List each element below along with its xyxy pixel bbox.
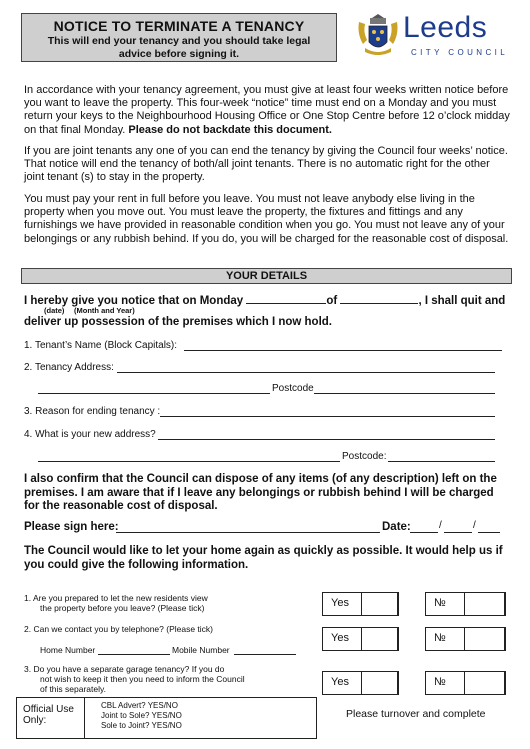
- tenancy-address-label: 2. Tenancy Address:: [24, 362, 114, 373]
- question-1-line-2: the property before you leave? (Please tick): [40, 603, 205, 613]
- question-3-line-2: not wish to keep it then you need to inform the Council: [40, 674, 245, 684]
- q3-no-label: №: [434, 676, 446, 688]
- notice-line-2: deliver up possession of the premises which I now hold.: [24, 316, 333, 328]
- postcode-field[interactable]: [314, 383, 495, 394]
- q1-no-label: №: [434, 597, 446, 609]
- leeds-logo: [355, 11, 515, 58]
- new-address-field-2[interactable]: [38, 451, 340, 462]
- question-1-line-1: 1. Are you prepared to let the new residents view: [24, 593, 208, 603]
- official-use-items: [101, 701, 182, 731]
- page-title: NOTICE TO TERMINATE A TENANCY: [53, 18, 305, 34]
- q3-no-box: [425, 671, 505, 695]
- q3-yes-checkbox[interactable]: [361, 671, 399, 695]
- tenant-name-field[interactable]: [184, 340, 502, 351]
- reason-field[interactable]: [160, 406, 495, 417]
- new-address-label: 4. What is your new address?: [24, 429, 156, 440]
- tenancy-address-field-1[interactable]: [117, 362, 495, 373]
- date-field[interactable]: [246, 293, 326, 304]
- question-3-line-1: 3. Do you have a separate garage tenancy? If you do: [24, 664, 225, 674]
- mobile-number-label: Mobile Number: [172, 645, 230, 655]
- official-use-label: Official Use Only:: [17, 698, 85, 738]
- month-hint: (Month and Year): [74, 306, 135, 315]
- q3-yes-box: [322, 671, 398, 695]
- postcode-label-2: Postcode:: [342, 451, 387, 462]
- q3-yes-label: Yes: [331, 676, 349, 688]
- date-month-field[interactable]: [444, 522, 472, 533]
- intro-paragraph-1: [24, 84, 510, 137]
- relet-statement: The Council would like to let your home again as quickly as possible. It would help us if you could give the following information.: [24, 545, 503, 571]
- sign-label: Please sign here:: [24, 521, 119, 533]
- question-3-line-3: of this separately.: [40, 684, 106, 694]
- q1-yes-label: Yes: [331, 597, 349, 609]
- postcode-field-2[interactable]: [388, 451, 495, 462]
- date-separator: /: [473, 520, 476, 531]
- q2-no-checkbox[interactable]: [464, 627, 506, 651]
- official-item: CBL Advert? YES/NO: [101, 701, 178, 710]
- notice-text-b: , I shall quit and: [418, 295, 506, 307]
- logo-text: Leeds: [403, 11, 488, 44]
- coat-of-arms-icon: [355, 14, 401, 58]
- date-label: Date:: [382, 521, 411, 533]
- q1-yes-box: [322, 592, 398, 616]
- q1-no-checkbox[interactable]: [464, 592, 506, 616]
- q2-no-box: [425, 627, 505, 651]
- subtitle-line-1: This will end your tenancy and you should take legal: [47, 35, 311, 47]
- intro-paragraph-2: If you are joint tenants any one of you can end the tenancy by giving the Council four weeks’ notice. That notice will end the tenancy of both/all joint tenants. There is no automatic right for the other joint tenant (s) to stay in the property.: [24, 145, 508, 184]
- intro-bold-text: Please do not backdate this document.: [128, 123, 332, 136]
- official-item: Joint to Sole? YES/NO: [101, 711, 182, 720]
- q2-no-label: №: [434, 632, 446, 644]
- subtitle-line-2: advice before signing it.: [118, 48, 240, 60]
- official-item: Sole to Joint? YES/NO: [101, 721, 182, 730]
- home-number-label: Home Number: [40, 645, 96, 655]
- notice-of-text: of: [326, 295, 338, 307]
- q1-no-box: [425, 592, 505, 616]
- tenant-name-label: 1. Tenant’s Name (Block Capitals):: [24, 340, 178, 351]
- turnover-note: Please turnover and complete: [346, 708, 486, 720]
- date-hint: (date): [44, 306, 65, 315]
- home-number-field[interactable]: [98, 644, 170, 655]
- tenancy-address-field-2[interactable]: [38, 383, 270, 394]
- logo-subtext: CITY COUNCIL: [411, 48, 509, 57]
- new-address-field-1[interactable]: [158, 429, 495, 440]
- date-separator: /: [439, 520, 442, 531]
- notice-text-a: I hereby give you notice that on Monday: [24, 295, 244, 307]
- intro-text-1: In accordance with your tenancy agreement, you must give at least four weeks written notice before you want to leave the property. This four-week “notice” time must end on a Monday and you must return your keys to the Neighbourhood Housing Office or One Stop Centre before 12 o’clock midday on that final Monday.: [24, 84, 510, 136]
- title-box: [21, 13, 337, 62]
- q2-yes-checkbox[interactable]: [361, 627, 399, 651]
- notice-line: [24, 293, 505, 307]
- q2-yes-box: [322, 627, 398, 651]
- intro-paragraph-3: You must pay your rent in full before you leave. You must not leave anybody else living in the property when you move out. You must leave the property, the fixtures and fittings and any furnishings we have provided in reasonable condition when you go. You must not leave any of your belongings or any rubbish behind. If you do, you will be charged for the reasonable cost of disposal.: [24, 193, 509, 245]
- official-use-box: [16, 697, 317, 739]
- date-year-field[interactable]: [478, 522, 500, 533]
- confirm-statement: I also confirm that the Council can dispose of any items (of any description) left on the premises. I am aware that if I leave any belongings or rubbish behind I will be charged for the reasonable cost of disposal.: [24, 473, 497, 512]
- q1-yes-checkbox[interactable]: [361, 592, 399, 616]
- q3-no-checkbox[interactable]: [464, 671, 506, 695]
- month-year-field[interactable]: [340, 293, 418, 304]
- q2-yes-label: Yes: [331, 632, 349, 644]
- postcode-label: Postcode: [272, 383, 314, 394]
- section-heading: YOUR DETAILS: [21, 268, 512, 284]
- question-2-line-1: 2. Can we contact you by telephone? (Please tick): [24, 624, 213, 634]
- mobile-number-field[interactable]: [234, 644, 296, 655]
- date-day-field[interactable]: [410, 522, 438, 533]
- signature-field[interactable]: [116, 522, 380, 533]
- reason-label: 3. Reason for ending tenancy :: [24, 406, 161, 417]
